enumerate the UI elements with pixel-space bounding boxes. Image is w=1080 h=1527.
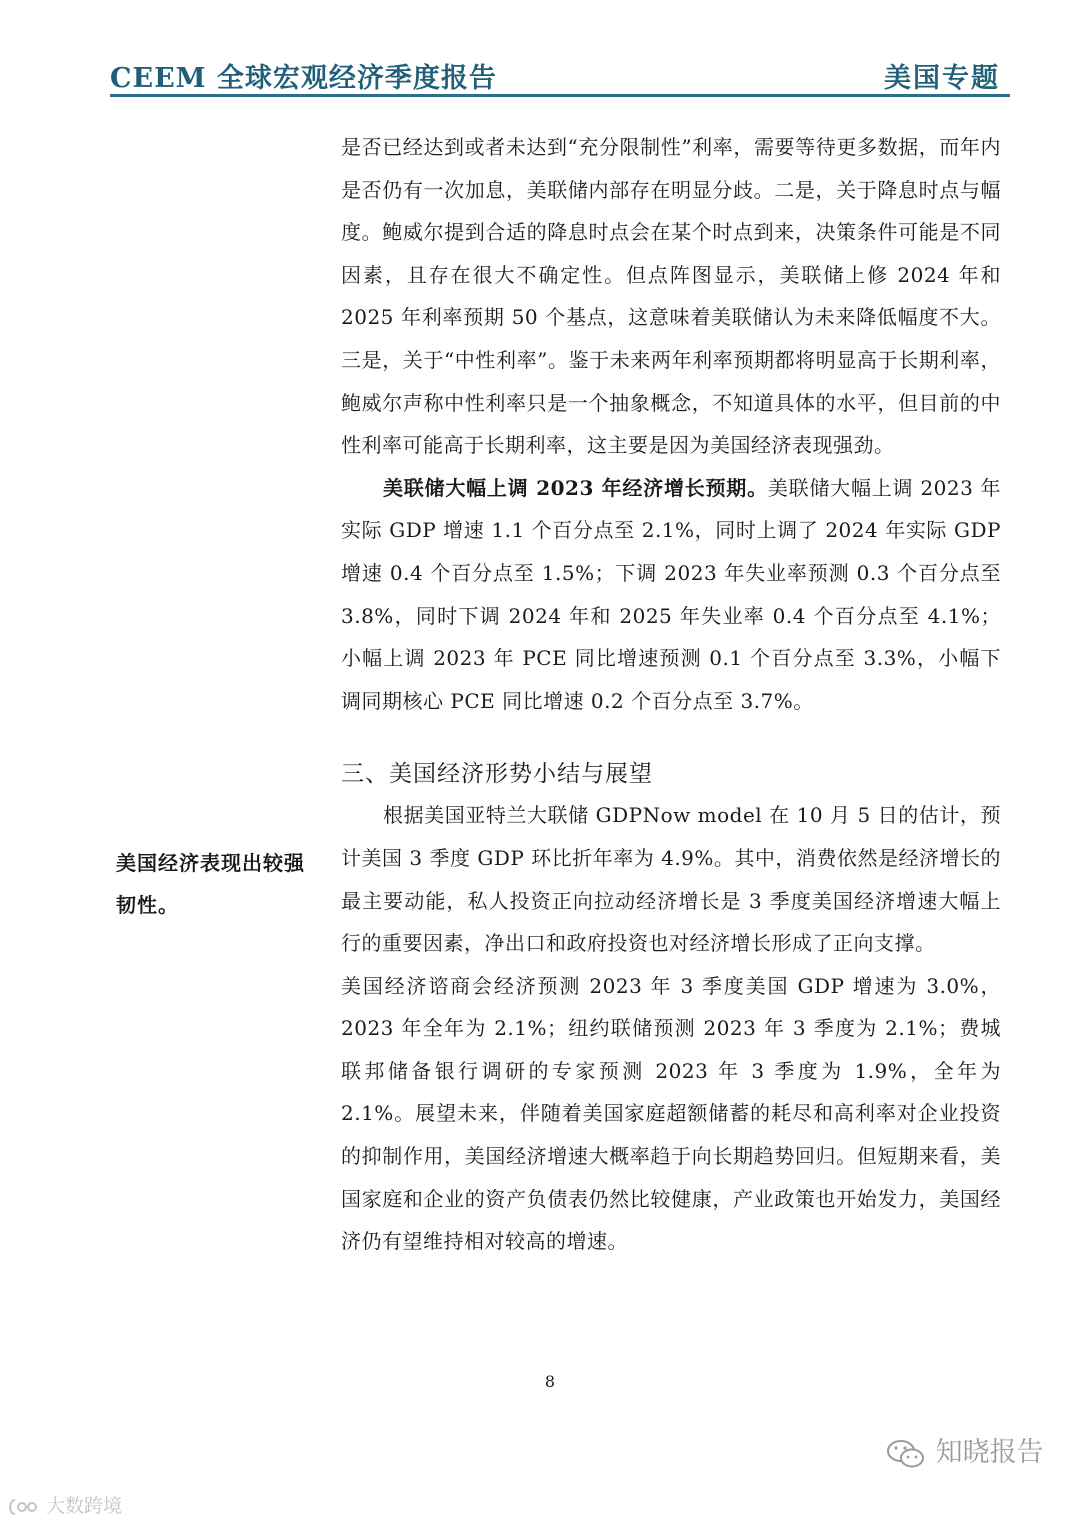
margin-note: 美国经济表现出较强韧性。 (116, 851, 305, 917)
watermark-left (6, 1491, 122, 1518)
header-divider (110, 94, 1010, 97)
watermark-left-text: 大数跨境 (46, 1495, 123, 1517)
main-content (341, 126, 1001, 1263)
paragraph-body: 美联储大幅上调 2023 年实际 GDP 增速 1.1 个百分点至 2.1%，同时上调了 2024 年实际 GDP 增速 0.4 个百分点至 1.5%；下调 2023 年失业率预测 0.3 个百分点至 3.8%，同时下调 2024 年和 2025 年失业率 0.4 个百分点至 4.1%；小幅上调 2023 年 PCE 同比增速预测 0.1 个百分点至 3.3%，小幅下调同期核心 PCE 同比增速 0.2 个百分点至 3.7%。 (341, 475, 1001, 713)
section-heading: 三、美国经济形势小结与展望 (341, 761, 653, 788)
page-number: 8 (544, 1372, 556, 1391)
paragraph-outlook: 美国经济谘商会经济预测 2023 年 3 季度美国 GDP 增速为 3.0%，2023 年全年为 2.1%；纽约联储预测 2023 年 3 季度为 2.1%；费城联邦储备银行调研的专家预测 2023 年 3 季度为 1.9%，全年为 2.1%。展望未来，伴随着美国家庭超额储蓄的耗尽和高利率对企业投资的抑制作用，美国经济增速大概率趋于向长期趋势回归。但短期来看，美国家庭和企业的资产负债表仍然比较健康，产业政策也开始发力，美国经济仍有望维持相对较高的增速。 (341, 973, 1001, 1254)
paragraph-growth-forecast (341, 467, 1001, 723)
paragraph-lead: 美联储大幅上调 2023 年经济增长预期。 (383, 475, 768, 500)
section-label: 美国专题 (884, 63, 1000, 94)
paragraph-gdpnow: 根据美国亚特兰大联储 GDPNow model 在 10 月 5 日的估计，预计美国 3 季度 GDP 环比折年率为 4.9%。其中，消费依然是经济增长的最主要动能，私人投资正向拉动经济增长是 3 季度美国经济增速大幅上行的重要因素，净出口和政府投资也对经济增长形成了正向支撑。 (341, 803, 1001, 956)
paragraph-continued: 是否已经达到或者未达到“充分限制性”利率，需要等待更多数据，而年内是否仍有一次加息，美联储内部存在明显分歧。二是，关于降息时点与幅度。鲍威尔提到合适的降息时点会在某个时点到来，决策条件可能是不同因素，且存在很大不确定性。但点阵图显示，美联储上修 2024 年和 2025 年利率预期 50 个基点，这意味着美联储认为未来降低幅度不大。三是，关于“中性利率”。鉴于未来两年利率预期都将明显高于长期利率，鲍威尔声称中性利率只是一个抽象概念，不知道具体的水平，但目前的中性利率可能高于长期利率，这主要是因为美国经济表现强劲。 (341, 135, 1001, 458)
brand-logo-icon (6, 1496, 40, 1518)
report-title: CEEM 全球宏观经济季度报告 (110, 63, 497, 94)
watermark-right-text: 知晓报告 (935, 1437, 1044, 1468)
watermark-right (885, 1430, 1044, 1471)
page-header (110, 50, 1010, 96)
wechat-icon (885, 1437, 927, 1471)
